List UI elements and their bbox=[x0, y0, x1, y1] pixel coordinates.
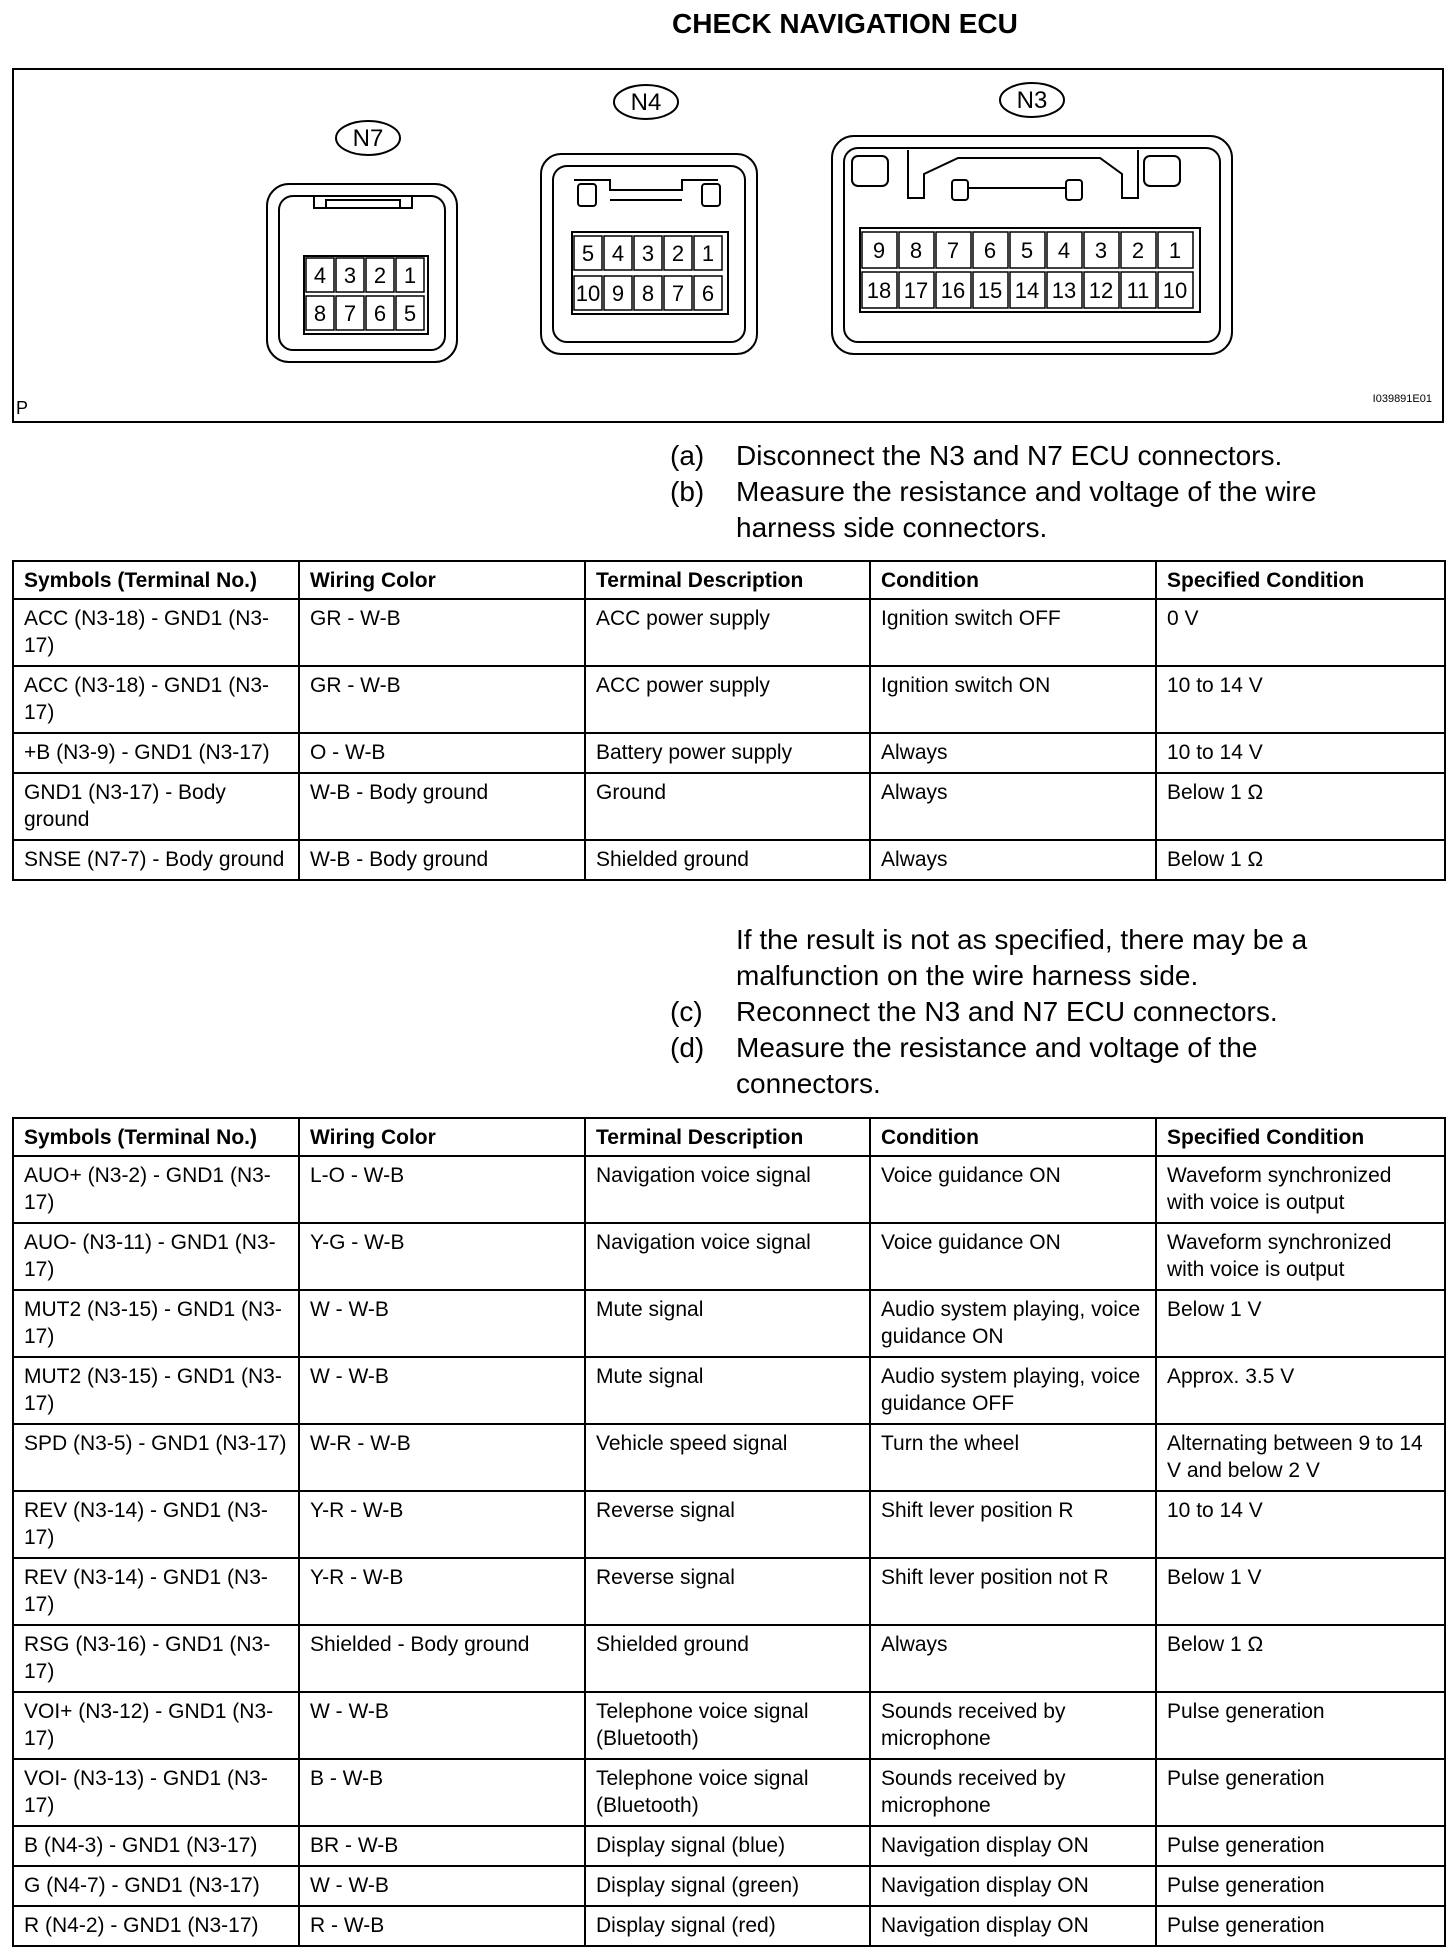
figure-id: I039891E01 bbox=[1372, 393, 1432, 405]
table-cell: Vehicle speed signal bbox=[585, 1424, 870, 1491]
table-cell: Below 1 Ω bbox=[1156, 773, 1445, 840]
note-paragraph bbox=[670, 922, 1390, 994]
connector-n7 bbox=[267, 121, 457, 362]
n7-pin: 5 bbox=[403, 301, 417, 326]
table-row bbox=[13, 599, 1445, 666]
table-header-row bbox=[13, 1118, 1445, 1156]
table-cell: Below 1 Ω bbox=[1156, 1625, 1445, 1692]
table-row bbox=[13, 1558, 1445, 1625]
table-cell: Below 1 Ω bbox=[1156, 840, 1445, 880]
table-row bbox=[13, 1223, 1445, 1290]
table-cell: Sounds received by microphone bbox=[870, 1692, 1156, 1759]
n3-pin: 5 bbox=[1020, 238, 1034, 263]
table-cell: Ground bbox=[585, 773, 870, 840]
table-cell: Shift lever position R bbox=[870, 1491, 1156, 1558]
table-cell: Always bbox=[870, 733, 1156, 773]
table-cell: GR - W-B bbox=[299, 666, 585, 733]
n3-pin: 3 bbox=[1094, 238, 1108, 263]
connector-n3-notch-left bbox=[852, 156, 888, 186]
table-cell: Below 1 V bbox=[1156, 1290, 1445, 1357]
n7-pin: 2 bbox=[373, 263, 387, 288]
table-row bbox=[13, 1290, 1445, 1357]
table-row bbox=[13, 1759, 1445, 1826]
table-cell: W-R - W-B bbox=[299, 1424, 585, 1491]
col-header: Specified Condition bbox=[1156, 1118, 1445, 1156]
table-cell: Alternating between 9 to 14 V and below 2 V bbox=[1156, 1424, 1445, 1491]
n3-pin: 10 bbox=[1162, 278, 1188, 303]
n4-pin: 10 bbox=[575, 281, 601, 306]
table-row bbox=[13, 1491, 1445, 1558]
table-cell: GND1 (N3-17) - Body ground bbox=[13, 773, 299, 840]
connector-n4-label: N4 bbox=[630, 89, 662, 116]
n3-pin: 16 bbox=[940, 278, 966, 303]
table-cell: Audio system playing, voice guidance OFF bbox=[870, 1357, 1156, 1424]
table-cell: Navigation display ON bbox=[870, 1866, 1156, 1906]
connector-n4-latch-left bbox=[578, 184, 596, 206]
connector-n7-latch bbox=[314, 196, 412, 208]
n4-pin: 5 bbox=[581, 241, 595, 266]
n7-pin: 1 bbox=[403, 263, 417, 288]
table-row bbox=[13, 1156, 1445, 1223]
table-cell: Below 1 V bbox=[1156, 1558, 1445, 1625]
n3-pin: 4 bbox=[1057, 238, 1071, 263]
table-cell: Telephone voice signal (Bluetooth) bbox=[585, 1692, 870, 1759]
col-header: Specified Condition bbox=[1156, 561, 1445, 599]
table-cell: Approx. 3.5 V bbox=[1156, 1357, 1445, 1424]
connector-side-table bbox=[12, 1117, 1446, 1947]
n3-pin: 18 bbox=[866, 278, 892, 303]
table-cell: Mute signal bbox=[585, 1357, 870, 1424]
table-row bbox=[13, 1692, 1445, 1759]
table-cell: ACC (N3-18) - GND1 (N3-17) bbox=[13, 599, 299, 666]
table-cell: Display signal (green) bbox=[585, 1866, 870, 1906]
table-cell: G (N4-7) - GND1 (N3-17) bbox=[13, 1866, 299, 1906]
connector-n7-pins bbox=[306, 258, 424, 330]
table-cell: VOI- (N3-13) - GND1 (N3-17) bbox=[13, 1759, 299, 1826]
table-cell: Pulse generation bbox=[1156, 1866, 1445, 1906]
table-row bbox=[13, 733, 1445, 773]
table-cell: Telephone voice signal (Bluetooth) bbox=[585, 1759, 870, 1826]
connector-diagram bbox=[12, 68, 1444, 423]
table-row bbox=[13, 666, 1445, 733]
table-cell: Voice guidance ON bbox=[870, 1156, 1156, 1223]
n3-pin: 8 bbox=[909, 238, 923, 263]
table-cell: Shielded ground bbox=[585, 840, 870, 880]
table-cell: REV (N3-14) - GND1 (N3-17) bbox=[13, 1491, 299, 1558]
n7-pin: 3 bbox=[343, 263, 357, 288]
table-cell: REV (N3-14) - GND1 (N3-17) bbox=[13, 1558, 299, 1625]
table-cell: L-O - W-B bbox=[299, 1156, 585, 1223]
col-header: Symbols (Terminal No.) bbox=[13, 561, 299, 599]
table-cell: Navigation voice signal bbox=[585, 1223, 870, 1290]
n3-pin: 7 bbox=[946, 238, 960, 263]
n3-pin: 1 bbox=[1168, 238, 1182, 263]
col-header: Terminal Description bbox=[585, 561, 870, 599]
n7-pin: 7 bbox=[343, 301, 357, 326]
table-row bbox=[13, 1625, 1445, 1692]
table-row bbox=[13, 1357, 1445, 1424]
n3-pin: 13 bbox=[1051, 278, 1077, 303]
connector-n3-latch-right bbox=[1066, 180, 1082, 200]
harness-side-table bbox=[12, 560, 1446, 881]
n4-pin: 6 bbox=[701, 281, 715, 306]
n3-pin: 15 bbox=[977, 278, 1003, 303]
table-cell: +B (N3-9) - GND1 (N3-17) bbox=[13, 733, 299, 773]
table-header-row bbox=[13, 561, 1445, 599]
n3-pin: 6 bbox=[983, 238, 997, 263]
n4-pin: 8 bbox=[641, 281, 655, 306]
table-cell: W - W-B bbox=[299, 1866, 585, 1906]
table-cell: RSG (N3-16) - GND1 (N3-17) bbox=[13, 1625, 299, 1692]
table-cell: Turn the wheel bbox=[870, 1424, 1156, 1491]
table-cell: R (N4-2) - GND1 (N3-17) bbox=[13, 1906, 299, 1946]
n7-pin: 6 bbox=[373, 301, 387, 326]
table-cell: ACC (N3-18) - GND1 (N3-17) bbox=[13, 666, 299, 733]
table-cell: Audio system playing, voice guidance ON bbox=[870, 1290, 1156, 1357]
table-cell: Reverse signal bbox=[585, 1558, 870, 1625]
table-cell: Shielded ground bbox=[585, 1625, 870, 1692]
steps-disconnect bbox=[670, 438, 1390, 546]
table-cell: Y-R - W-B bbox=[299, 1491, 585, 1558]
connector-n3 bbox=[832, 83, 1232, 354]
table-cell: W - W-B bbox=[299, 1692, 585, 1759]
n4-pin: 3 bbox=[641, 241, 655, 266]
table-cell: Navigation display ON bbox=[870, 1826, 1156, 1866]
table-cell: Voice guidance ON bbox=[870, 1223, 1156, 1290]
table-cell: Always bbox=[870, 840, 1156, 880]
col-header: Wiring Color bbox=[299, 561, 585, 599]
col-header: Terminal Description bbox=[585, 1118, 870, 1156]
table-cell: Sounds received by microphone bbox=[870, 1759, 1156, 1826]
figure-corner-letter: P bbox=[16, 398, 29, 418]
n4-pin: 7 bbox=[671, 281, 685, 306]
connector-n4 bbox=[541, 85, 757, 354]
table-row bbox=[13, 773, 1445, 840]
step-label: (c) bbox=[670, 996, 703, 1027]
col-header: Condition bbox=[870, 561, 1156, 599]
table-cell: MUT2 (N3-15) - GND1 (N3-17) bbox=[13, 1290, 299, 1357]
step-label: (a) bbox=[670, 440, 705, 471]
table-cell: AUO- (N3-11) - GND1 (N3-17) bbox=[13, 1223, 299, 1290]
step-text: Measure the resistance and voltage of the connectors. bbox=[736, 1032, 1258, 1099]
n4-pin: 4 bbox=[611, 241, 625, 266]
connector-diagram-svg bbox=[14, 70, 1442, 421]
table-cell: O - W-B bbox=[299, 733, 585, 773]
step-text: Measure the resistance and voltage of the wire harness side connectors. bbox=[736, 476, 1317, 543]
table-cell: Display signal (red) bbox=[585, 1906, 870, 1946]
table-cell: W - W-B bbox=[299, 1290, 585, 1357]
table-cell: Always bbox=[870, 1625, 1156, 1692]
step-c bbox=[670, 994, 1390, 1030]
table-cell: Display signal (blue) bbox=[585, 1826, 870, 1866]
table-cell: Pulse generation bbox=[1156, 1826, 1445, 1866]
table-row bbox=[13, 1424, 1445, 1491]
table-cell: BR - W-B bbox=[299, 1826, 585, 1866]
table-cell: 0 V bbox=[1156, 599, 1445, 666]
connector-n4-latch-right bbox=[702, 184, 720, 206]
page-title: CHECK NAVIGATION ECU bbox=[672, 8, 1018, 39]
n4-pin: 2 bbox=[671, 241, 685, 266]
n4-pin: 9 bbox=[611, 281, 625, 306]
table-cell: 10 to 14 V bbox=[1156, 666, 1445, 733]
table-cell: SNSE (N7-7) - Body ground bbox=[13, 840, 299, 880]
n3-pin: 2 bbox=[1131, 238, 1145, 263]
table-cell: Ignition switch ON bbox=[870, 666, 1156, 733]
table-cell: AUO+ (N3-2) - GND1 (N3-17) bbox=[13, 1156, 299, 1223]
table-cell: W-B - Body ground bbox=[299, 840, 585, 880]
connector-n4-pins bbox=[574, 236, 722, 310]
n3-pin: 12 bbox=[1088, 278, 1114, 303]
table-row bbox=[13, 1906, 1445, 1946]
table-cell: VOI+ (N3-12) - GND1 (N3-17) bbox=[13, 1692, 299, 1759]
steps-reconnect bbox=[670, 922, 1390, 1102]
n3-pin: 9 bbox=[872, 238, 886, 263]
table-cell: Pulse generation bbox=[1156, 1759, 1445, 1826]
connector-n3-latch-left bbox=[952, 180, 968, 200]
connector-n3-latch bbox=[908, 150, 1138, 198]
table-cell: MUT2 (N3-15) - GND1 (N3-17) bbox=[13, 1357, 299, 1424]
table-row bbox=[13, 1826, 1445, 1866]
table-cell: Waveform synchronized with voice is output bbox=[1156, 1223, 1445, 1290]
n3-pin: 14 bbox=[1014, 278, 1040, 303]
step-d bbox=[670, 1030, 1390, 1102]
step-label: (d) bbox=[670, 1032, 705, 1063]
col-header: Condition bbox=[870, 1118, 1156, 1156]
connector-n7-label: N7 bbox=[352, 125, 384, 152]
n3-pin: 11 bbox=[1126, 278, 1150, 303]
table-row bbox=[13, 1866, 1445, 1906]
table-cell: ACC power supply bbox=[585, 599, 870, 666]
table-cell: Ignition switch OFF bbox=[870, 599, 1156, 666]
table-cell: Navigation display ON bbox=[870, 1906, 1156, 1946]
step-label: (b) bbox=[670, 476, 705, 507]
n4-pin: 1 bbox=[701, 241, 715, 266]
table-cell: Shielded - Body ground bbox=[299, 1625, 585, 1692]
table-cell: B - W-B bbox=[299, 1759, 585, 1826]
table-cell: Battery power supply bbox=[585, 733, 870, 773]
table-cell: Mute signal bbox=[585, 1290, 870, 1357]
connector-n3-notch-right bbox=[1144, 156, 1180, 186]
table-cell: Y-R - W-B bbox=[299, 1558, 585, 1625]
table-cell: Y-G - W-B bbox=[299, 1223, 585, 1290]
table-cell: GR - W-B bbox=[299, 599, 585, 666]
table-cell: Pulse generation bbox=[1156, 1906, 1445, 1946]
step-text: Reconnect the N3 and N7 ECU connectors. bbox=[736, 996, 1278, 1027]
n3-pin: 17 bbox=[903, 278, 929, 303]
table-cell: R - W-B bbox=[299, 1906, 585, 1946]
table-cell: SPD (N3-5) - GND1 (N3-17) bbox=[13, 1424, 299, 1491]
step-b bbox=[670, 474, 1390, 546]
col-header: Symbols (Terminal No.) bbox=[13, 1118, 299, 1156]
table-cell: Pulse generation bbox=[1156, 1692, 1445, 1759]
table-row bbox=[13, 840, 1445, 880]
connector-n3-label: N3 bbox=[1016, 87, 1048, 114]
connector-n3-pins bbox=[862, 232, 1193, 308]
table-cell: 10 to 14 V bbox=[1156, 733, 1445, 773]
table-cell: B (N4-3) - GND1 (N3-17) bbox=[13, 1826, 299, 1866]
n7-pin: 4 bbox=[313, 263, 327, 288]
col-header: Wiring Color bbox=[299, 1118, 585, 1156]
table-cell: Always bbox=[870, 773, 1156, 840]
table-cell: 10 to 14 V bbox=[1156, 1491, 1445, 1558]
note-text: If the result is not as specified, there may be a malfunction on the wire harness side. bbox=[736, 924, 1308, 991]
table-cell: W - W-B bbox=[299, 1357, 585, 1424]
n7-pin: 8 bbox=[313, 301, 327, 326]
step-a bbox=[670, 438, 1390, 474]
table-cell: Waveform synchronized with voice is output bbox=[1156, 1156, 1445, 1223]
table-cell: Shift lever position not R bbox=[870, 1558, 1156, 1625]
table-cell: Navigation voice signal bbox=[585, 1156, 870, 1223]
table-cell: ACC power supply bbox=[585, 666, 870, 733]
step-text: Disconnect the N3 and N7 ECU connectors. bbox=[736, 440, 1283, 471]
table-cell: W-B - Body ground bbox=[299, 773, 585, 840]
table-cell: Reverse signal bbox=[585, 1491, 870, 1558]
